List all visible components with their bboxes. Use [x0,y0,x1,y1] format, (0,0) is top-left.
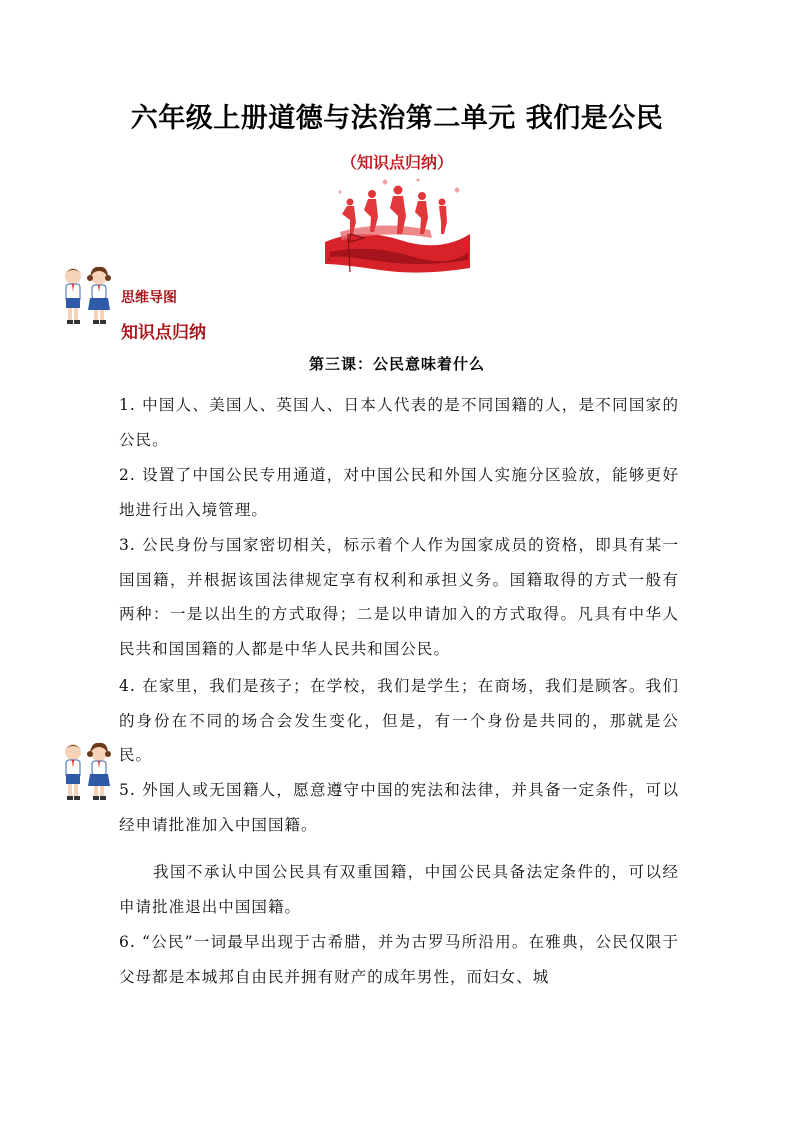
paragraph-3: 3. 公民身份与国家密切相关，标示着个人作为国家成员的资格，即具有某一国国籍，并根据该国法律规定享有权利和承担义务。国籍取得的方式一般有两种：一是以出生的方式取得；二是以申请加入的方式取得。凡具有中华人民共和国国籍的人都是中华人民共和国公民。 [119,536,679,658]
page-subtitle: （知识点归纳） [340,153,453,172]
students-icon-2 [58,738,114,806]
paragraph-6: 6. “公民”一词最早出现于古希腊，并为古罗马所沿用。在雅典，公民仅限于父母都是本城邦自由民并拥有财产的成年男性，而妇女、城 [119,933,679,986]
students-icon [58,262,114,330]
lesson-title: 第三课：公民意味着什么 [308,355,485,373]
banner-illustration [320,172,475,280]
paragraph-4: 4. 在家里，我们是孩子；在学校，我们是学生；在商场，我们是顾客。我们的身份在不同的场合会发生变化，但是，有一个身份是共同的，那就是公民。 [119,677,679,764]
paragraph-2: 2. 设置了中国公民专用通道，对中国公民和外国人实施分区验放，能够更好地进行出入境管理。 [119,466,679,519]
paragraph-5-note: 我国不承认中国公民具有双重国籍，中国公民具备法定条件的，可以经申请批准退出中国国籍。 [119,863,679,916]
page-title: 六年级上册道德与法治第二单元 我们是公民 [130,103,664,134]
paragraph-1: 1. 中国人、美国人、英国人、日本人代表的是不同国籍的人，是不同国家的公民。 [119,396,679,449]
paragraph-5: 5. 外国人或无国籍人，愿意遵守中国的宪法和法律，并具备一定条件，可以经申请批准加入中国国籍。 [119,781,679,834]
section-heading-knowledge: 知识点归纳 [121,323,206,343]
section-heading-mindmap: 思维导图 [121,290,177,306]
